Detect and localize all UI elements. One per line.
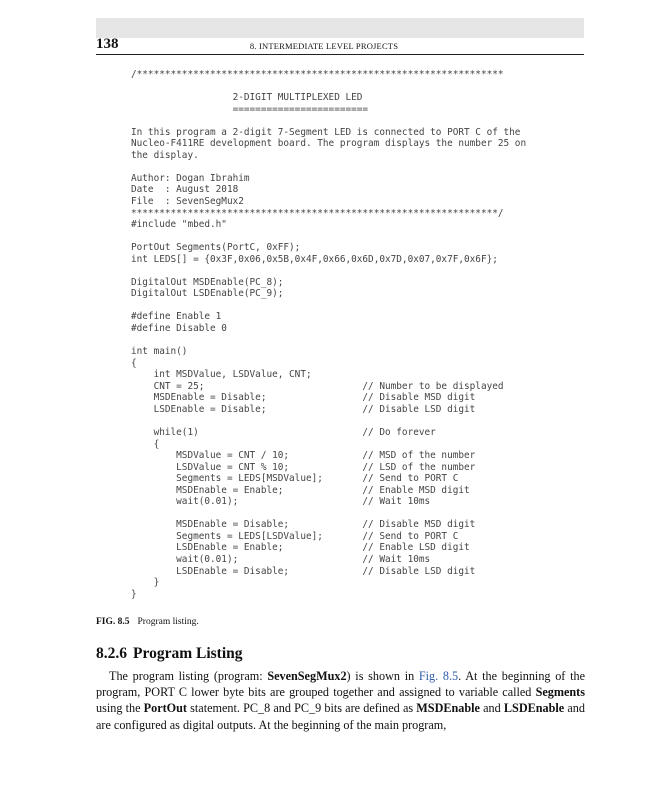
- code-line: [131, 265, 137, 276]
- code-line: #define Disable 0: [131, 323, 227, 335]
- code-line: LSDEnable = Disable; // Disable LSD digit: [131, 403, 476, 415]
- code-line: MSDEnable = Disable; // Disable MSD digit: [131, 519, 476, 531]
- code-line: }: [131, 588, 137, 600]
- code-line: wait(0.01); // Wait 10ms: [131, 496, 431, 508]
- code-line: MSDValue = CNT / 10; // MSD of the number: [131, 450, 476, 462]
- code-line: LSDValue = CNT % 10; // LSD of the number: [131, 461, 476, 473]
- paragraph-text: ) is shown in: [346, 669, 419, 683]
- code-line: PortOut Segments(PortC, 0xFF);: [131, 242, 301, 254]
- figure-reference-link[interactable]: Fig. 8.5: [418, 669, 459, 683]
- term-segments: Segments: [535, 685, 585, 700]
- code-line: int LEDS[] = {0x3F,0x06,0x5B,0x4F,0x66,0x6D,0x7D,0x07,0x7F,0x6F};: [131, 253, 498, 265]
- figure-caption-text: Program listing.: [137, 617, 199, 627]
- code-line: the display.: [131, 149, 199, 161]
- code-line: /*****************************************************************: [131, 69, 504, 80]
- paragraph-text: and are configured as digital outputs. At the beginning of the main program,: [96, 701, 585, 732]
- code-line: DigitalOut LSDEnable(PC_9);: [131, 288, 284, 300]
- body-paragraph: [96, 668, 585, 733]
- running-head: 8. INTERMEDIATE LEVEL PROJECTS: [249, 41, 399, 51]
- code-line: wait(0.01); // Wait 10ms: [131, 553, 431, 565]
- term-lsdenable: LSDEnable: [503, 701, 565, 716]
- paragraph-text: The program listing (program:: [109, 669, 268, 683]
- program-name: SevenSegMux2: [267, 669, 347, 683]
- code-line: Author: Dogan Ibrahim: [131, 172, 250, 184]
- code-line: MSDEnable = Enable; // Enable MSD digit: [131, 484, 470, 496]
- section-number: 8.2.6: [96, 645, 127, 662]
- paragraph-text: using the: [96, 701, 144, 716]
- code-line: {: [131, 357, 137, 369]
- code-line: Date : August 2018: [131, 184, 239, 196]
- code-line: [131, 81, 137, 92]
- term-msdenable: MSDEnable: [416, 701, 480, 716]
- code-line: }: [131, 577, 160, 589]
- figure-label: FIG. 8.5: [96, 617, 130, 627]
- code-line: [131, 231, 137, 242]
- paragraph-text: and: [479, 701, 504, 716]
- code-line: int MSDValue, LSDValue, CNT;: [131, 369, 312, 381]
- code-line: Segments = LEDS[MSDValue]; // Send to PORT C: [131, 473, 459, 485]
- code-line: [131, 508, 137, 519]
- paragraph-text: . At the beginning of the program, PORT C lower byte bits are grouped together and assigned to variable called: [96, 669, 585, 700]
- code-line: int main(): [131, 346, 188, 358]
- code-line: [131, 161, 137, 172]
- code-line: while(1) // Do forever: [131, 426, 436, 438]
- code-line: {: [131, 438, 160, 450]
- section-heading: [96, 645, 243, 663]
- code-line: DigitalOut MSDEnable(PC_8);: [131, 276, 284, 288]
- code-line: Segments = LEDS[LSDValue]; // Send to PORT C: [131, 530, 459, 542]
- code-line: File : SevenSegMux2: [131, 196, 244, 208]
- figure-caption: [96, 617, 199, 627]
- code-line: [131, 115, 137, 126]
- code-listing: [131, 69, 601, 600]
- term-portout: PortOut: [143, 701, 187, 716]
- code-line: Nucleo-F411RE development board. The program displays the number 25 on: [131, 138, 527, 150]
- code-line: [131, 415, 137, 426]
- code-line: LSDEnable = Disable; // Disable LSD digit: [131, 565, 476, 577]
- code-line: [131, 335, 137, 346]
- code-line: LSDEnable = Enable; // Enable LSD digit: [131, 542, 470, 554]
- page-number: 138: [96, 36, 119, 52]
- code-line: [131, 300, 137, 311]
- paragraph-text: statement. PC_8 and PC_9 bits are defined as: [186, 701, 417, 716]
- code-line: CNT = 25; // Number to be displayed: [131, 380, 504, 392]
- code-line: MSDEnable = Disable; // Disable MSD digit: [131, 392, 476, 404]
- code-line: *****************************************************************/: [131, 207, 504, 219]
- code-line: In this program a 2-digit 7-Segment LED is connected to PORT C of the: [131, 126, 521, 138]
- header-band: [96, 18, 584, 38]
- code-line: 2-DIGIT MULTIPLEXED LED: [131, 92, 363, 104]
- code-line: #include "mbed.h": [131, 219, 227, 231]
- code-line: #define Enable 1: [131, 311, 222, 323]
- code-line: ========================: [131, 103, 369, 115]
- header-rule: [96, 54, 584, 55]
- section-title: Program Listing: [133, 645, 243, 662]
